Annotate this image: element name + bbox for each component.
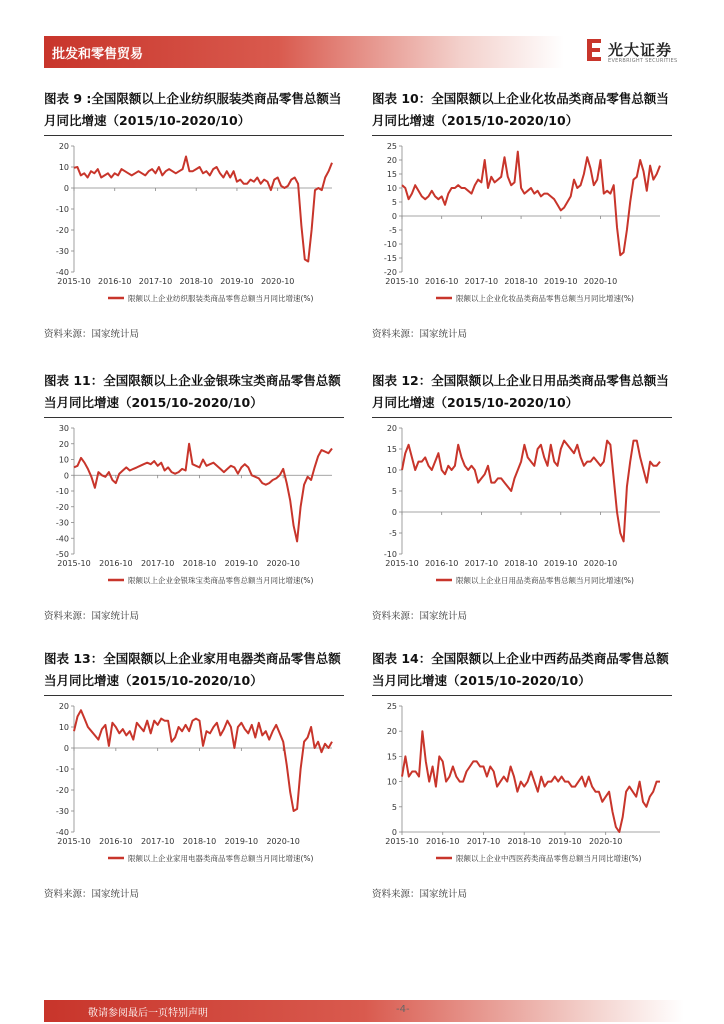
series-line: [402, 731, 660, 832]
chart-11: [44, 420, 344, 600]
series-line: [74, 710, 332, 811]
title-rule: [372, 135, 672, 136]
y-tick-label: 25: [386, 702, 397, 711]
series-line: [402, 441, 660, 542]
x-tick-label: 2018-10: [182, 559, 217, 568]
y-tick-label: 10: [386, 777, 397, 787]
legend-label: 限额以上企业日用品类商品零售总额当月同比增速(%): [456, 576, 634, 585]
x-tick-label: 2020-10: [583, 277, 618, 286]
y-tick-label: -10: [383, 240, 397, 249]
series-line: [402, 152, 660, 256]
x-tick-label: 2019-10: [544, 559, 578, 568]
figure-panel-12: [372, 370, 672, 622]
title-rule: [44, 135, 344, 136]
figure-title-line2: 当月同比增速（2015/10-2020/10）: [44, 395, 263, 410]
figure-panel-9: [44, 88, 344, 340]
y-tick-label: 10: [386, 466, 397, 475]
figure-title-line1: 图表 11：全国限额以上企业金银珠宝类商品零售总额: [44, 373, 341, 388]
x-tick-label: 2018-10: [179, 277, 213, 286]
y-tick-label: 5: [391, 802, 397, 812]
y-tick-label: 20: [58, 702, 69, 711]
x-tick-label: 2019-10: [224, 559, 259, 568]
figure-title-line2: 当月同比增速（2015/10-2020/10）: [372, 673, 591, 688]
y-tick-label: -5: [389, 529, 397, 538]
figure-panel-11: [44, 370, 344, 622]
header-title: 批发和零售贸易: [52, 47, 144, 62]
y-tick-label: -30: [55, 247, 69, 256]
y-tick-label: -40: [55, 268, 69, 277]
legend-label: 限额以上企业纺织服装类商品零售总额当月同比增速(%): [128, 294, 314, 303]
source-note: 资料来源：国家统计局: [372, 329, 468, 340]
source-note: 资料来源：国家统计局: [44, 611, 140, 622]
x-tick-label: 2016-10: [426, 837, 460, 846]
legend-label: 限额以上企业家用电器类商品零售总额当月同比增速(%): [128, 854, 314, 863]
x-tick-label: 2015-10: [385, 837, 419, 846]
figure-panel-13: [44, 648, 344, 900]
x-tick-label: 2018-10: [507, 837, 541, 846]
y-tick-label: 0: [391, 828, 397, 837]
y-tick-label: 0: [63, 471, 69, 481]
y-tick-label: -20: [55, 786, 69, 795]
x-tick-label: 2017-10: [140, 837, 175, 846]
y-tick-label: -10: [55, 487, 69, 496]
chart-14: [372, 698, 672, 878]
y-tick-label: -20: [383, 268, 397, 277]
chart-9: [44, 138, 344, 318]
legend-label: 限额以上企业中西医药类商品零售总额当月同比增速(%): [456, 854, 642, 863]
y-tick-label: 10: [58, 455, 69, 465]
y-tick-label: 20: [386, 156, 397, 165]
x-tick-label: 2020-10: [260, 277, 295, 286]
x-tick-label: 2015-10: [57, 559, 91, 568]
figure-title-line1: 图表 10：全国限额以上企业化妆品类商品零售总额当: [372, 91, 669, 106]
figure-panel-14: [372, 648, 672, 900]
chart-12: [372, 420, 672, 600]
x-tick-label: 2015-10: [57, 837, 91, 846]
y-tick-label: 15: [386, 752, 397, 762]
x-tick-label: 2016-10: [424, 559, 459, 568]
logo-mark-icon: [586, 38, 602, 62]
y-tick-label: -40: [55, 534, 69, 544]
x-tick-label: 2019-10: [220, 277, 254, 286]
x-tick-label: 2017-10: [464, 559, 499, 568]
figure-panel-10: [372, 88, 672, 340]
y-tick-label: -10: [383, 550, 397, 559]
figure-title-line2: 月同比增速（2015/10-2020/10）: [372, 113, 579, 128]
source-note: 资料来源：国家统计局: [372, 611, 468, 622]
y-tick-label: 20: [386, 727, 397, 737]
y-tick-label: 0: [391, 508, 397, 517]
y-tick-label: 20: [58, 439, 69, 449]
y-tick-label: -30: [55, 518, 69, 528]
x-tick-label: 2016-10: [99, 559, 133, 568]
figure-title-line2: 当月同比增速（2015/10-2020/10）: [44, 673, 263, 688]
y-tick-label: -50: [55, 550, 69, 559]
source-note: 资料来源：国家统计局: [372, 889, 468, 900]
x-tick-label: 2015-10: [385, 277, 419, 286]
x-tick-label: 2020-10: [266, 837, 300, 846]
x-tick-label: 2016-10: [99, 837, 133, 846]
title-rule: [44, 417, 344, 418]
legend-label: 限额以上企业化妆品类商品零售总额当月同比增速(%): [456, 294, 634, 303]
x-tick-label: 2016-10: [98, 277, 132, 286]
y-tick-label: 15: [386, 170, 397, 179]
title-rule: [372, 417, 672, 418]
y-tick-label: 0: [63, 744, 69, 753]
x-tick-label: 2017-10: [466, 837, 501, 846]
y-tick-label: 20: [386, 424, 397, 433]
figure-title-line2: 月同比增速（2015/10-2020/10）: [372, 395, 579, 410]
x-tick-label: 2016-10: [424, 277, 459, 286]
y-tick-label: 30: [58, 424, 69, 433]
y-tick-label: -10: [55, 765, 69, 774]
x-tick-label: 2020-10: [266, 559, 300, 568]
figure-title-line1: 图表 13：全国限额以上企业家用电器类商品零售总额: [44, 651, 341, 666]
y-tick-label: -30: [55, 807, 69, 816]
chart-13: [44, 698, 344, 878]
figure-title-line2: 月同比增速（2015/10-2020/10）: [44, 113, 251, 128]
y-tick-label: 15: [386, 445, 397, 454]
title-rule: [44, 695, 344, 696]
x-tick-label: 2017-10: [140, 559, 175, 568]
footer-disclaimer: 敬请参阅最后一页特别声明: [88, 1008, 208, 1019]
y-tick-label: 20: [58, 142, 69, 151]
y-tick-label: -10: [55, 205, 69, 214]
y-tick-label: 10: [386, 184, 397, 193]
logo-name: 光大证券: [608, 41, 673, 59]
series-line: [74, 157, 332, 262]
chart-10: [372, 138, 672, 318]
figure-title-line1: 图表 14：全国限额以上企业中西药品类商品零售总额: [372, 651, 669, 666]
x-tick-label: 2018-10: [504, 277, 538, 286]
y-tick-label: 0: [391, 212, 397, 221]
series-line: [74, 444, 332, 542]
figure-title-line1: 图表 9 :全国限额以上企业纺织服装类商品零售总额当: [44, 91, 342, 106]
x-tick-label: 2018-10: [504, 559, 538, 568]
x-tick-label: 2019-10: [548, 837, 582, 846]
y-tick-label: 25: [386, 142, 397, 151]
y-tick-label: 10: [58, 163, 69, 172]
x-tick-label: 2017-10: [138, 277, 173, 286]
company-logo: [586, 38, 686, 68]
x-tick-label: 2017-10: [464, 277, 499, 286]
y-tick-label: 5: [391, 198, 397, 207]
page-number: -4-: [396, 1004, 410, 1015]
y-tick-label: 5: [391, 487, 397, 496]
x-tick-label: 2020-10: [588, 837, 623, 846]
source-note: 资料来源：国家统计局: [44, 329, 140, 340]
y-tick-label: -15: [383, 254, 397, 263]
y-tick-label: -20: [55, 226, 69, 235]
legend-label: 限额以上企业金银珠宝类商品零售总额当月同比增速(%): [128, 576, 314, 585]
y-tick-label: 0: [63, 184, 69, 193]
x-tick-label: 2018-10: [182, 837, 217, 846]
x-tick-label: 2015-10: [57, 277, 91, 286]
x-tick-label: 2015-10: [385, 559, 419, 568]
x-tick-label: 2019-10: [544, 277, 578, 286]
x-tick-label: 2020-10: [583, 559, 618, 568]
y-tick-label: -5: [389, 226, 397, 235]
y-tick-label: 10: [58, 723, 69, 732]
source-note: 资料来源：国家统计局: [44, 889, 140, 900]
y-tick-label: -20: [55, 502, 69, 512]
x-tick-label: 2019-10: [224, 837, 259, 846]
figure-title-line1: 图表 12：全国限额以上企业日用品类商品零售总额当: [372, 373, 669, 388]
logo-subtitle: EVERBRIGHT SECURITIES: [608, 58, 678, 64]
title-rule: [372, 695, 672, 696]
y-tick-label: -40: [55, 828, 69, 837]
